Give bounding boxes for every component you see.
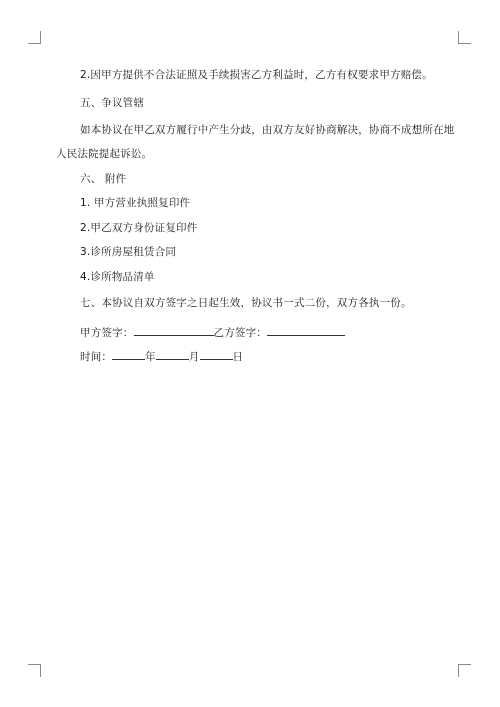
attachment-item-4: 4.诊所物品清单 <box>80 271 155 283</box>
month-blank <box>156 348 189 360</box>
section-5-paragraph-line-1: 如本协议在甲乙双方履行中产生分歧，由双方友好协商解决，协商不成想所在地 <box>80 124 455 136</box>
party-a-signature-blank <box>134 324 214 336</box>
month-label: 月 <box>188 351 200 363</box>
section-5-paragraph-line-2: 人民法院提起诉讼。 <box>56 148 153 160</box>
day-label: 日 <box>232 351 244 363</box>
section-7-heading: 七、本协议自双方签字之日起生效，协议书一式二份，双方各执一份。 <box>80 297 412 309</box>
attachment-item-2: 2.甲乙双方身份证复印件 <box>80 222 198 234</box>
attachment-item-3: 3.诊所房屋租赁合同 <box>80 246 177 258</box>
party-b-signature-blank <box>267 324 345 336</box>
crop-mark-bottom-right <box>458 664 471 677</box>
day-blank <box>200 348 233 360</box>
year-blank <box>112 348 145 360</box>
party-a-signature-label: 甲方签字： <box>80 327 134 339</box>
crop-mark-bottom-left <box>28 664 41 677</box>
year-label: 年 <box>145 351 156 363</box>
section-6-heading: 六、 附件 <box>80 173 127 185</box>
party-b-signature-label: 乙方签字： <box>213 327 267 339</box>
clause-4-item-2: 2.因甲方提供不合法证照及手续损害乙方利益时，乙方有权要求甲方赔偿。 <box>80 69 433 81</box>
crop-mark-top-left <box>28 31 41 44</box>
time-label: 时间： <box>80 351 113 363</box>
section-5-heading: 五、争议管辖 <box>80 97 145 109</box>
signature-line <box>80 324 345 340</box>
crop-mark-top-right <box>458 31 471 44</box>
attachment-item-1: 1. 甲方营业执照复印件 <box>80 197 191 209</box>
date-line <box>80 348 243 364</box>
